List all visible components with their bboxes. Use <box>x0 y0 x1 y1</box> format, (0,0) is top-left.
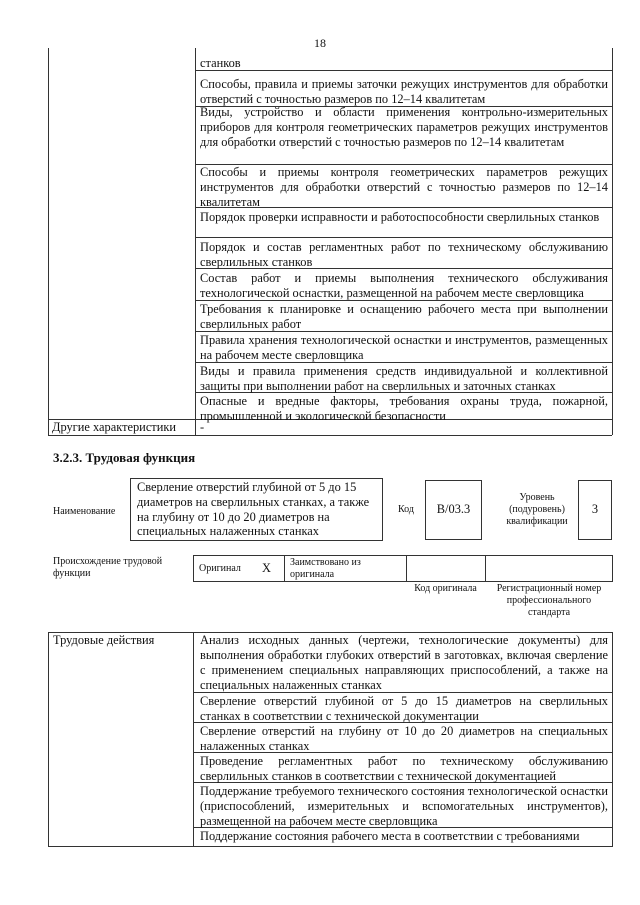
knowledge-item: Опасные и вредные факторы, требования охраны труда, пожарной, промышленной и экологической безопасности <box>200 394 608 423</box>
code-value: B/03.3 <box>436 502 471 516</box>
table-border-left <box>48 48 49 435</box>
action-item: Сверление отверстий глубиной от 5 до 15 диаметров на сверлильных станках в соответствии с технической документации <box>200 694 608 723</box>
action-item: Поддержание требуемого технического состояния технологической оснастки (приспособлений, измерительных и вспомогательных инструментов), размещенной на рабочем месте сверловщика <box>200 784 608 828</box>
code-label: Код <box>398 504 414 515</box>
actions-label: Трудовые действия <box>53 633 155 647</box>
table-border-right <box>612 48 613 435</box>
origin-code-label: Код оригинала <box>414 583 477 594</box>
origin-divider <box>406 555 407 582</box>
action-item: Анализ исходных данных (чертежи, технологические документы) для выполнения обработки глубоких отверстий в заготовках, включая сверление с применением специальных направляющих приспособлений, а также на специальных налаженных станках <box>200 633 608 692</box>
origin-label: Происхождение трудовой функции <box>53 556 163 579</box>
knowledge-item: Порядок и состав регламентных работ по техническому обслуживанию сверлильных станков <box>200 240 608 269</box>
other-characteristics-value: - <box>200 420 205 434</box>
original-mark: X <box>262 561 271 575</box>
action-item: Сверление отверстий на глубину от 10 до 20 диаметров на специальных налаженных станках <box>200 724 608 753</box>
origin-divider <box>284 555 285 582</box>
other-characteristics-label: Другие характеристики <box>52 420 177 434</box>
knowledge-item: Требования к планировке и оснащению рабочего места при выполнении сверлильных работ <box>200 302 608 331</box>
origin-box <box>193 555 613 582</box>
original-label: Оригинал <box>199 563 241 574</box>
section-heading: 3.2.3. Трудовая функция <box>53 450 196 465</box>
knowledge-item: Правила хранения технологической оснастки и инструментов, размещенных на рабочем месте сверловщика <box>200 333 608 362</box>
page-number: 18 <box>314 36 326 50</box>
reg-number-label: Регистрационный номер профессионального стандарта <box>496 583 602 618</box>
level-value: 3 <box>591 502 599 516</box>
knowledge-item: Состав работ и приемы выполнения технического обслуживания технологической оснастки, размещенной на рабочем месте сверловщика <box>200 271 608 300</box>
knowledge-item: Способы, правила и приемы заточки режущих инструментов для обработки отверстий с точностью размеров по 12–14 квалитетам <box>200 77 608 106</box>
table-border-bottom <box>48 846 612 847</box>
table-divider <box>193 632 194 847</box>
knowledge-item: Виды и правила применения средств индивидуальной и коллективной защиты при выполнении работ на сверлильных и заточных станках <box>200 364 608 393</box>
knowledge-item: станков <box>200 56 241 70</box>
row-divider <box>195 237 612 238</box>
table-border-left <box>48 632 49 847</box>
borrowed-label: Заимствовано из оригинала <box>290 557 361 580</box>
level-label: Уровень (подуровень) квалификации <box>506 492 568 527</box>
action-item: Поддержание состояния рабочего места в соответствии с требованиями <box>200 829 580 843</box>
knowledge-item: Порядок проверки исправности и работоспособности сверлильных станков <box>200 210 600 224</box>
knowledge-item: Виды, устройство и области применения контрольно-измерительных приборов для контроля геометрических параметров режущих инструментов для обработки отверстий с точностью размеров по 12–14 квалитетам <box>200 105 608 149</box>
action-item: Проведение регламентных работ по техническому обслуживанию сверлильных станков в соответствии с технической документацией <box>200 754 608 783</box>
name-value: Сверление отверстий глубиной от 5 до 15 диаметров на сверлильных станках, а также на глубину от 10 до 20 диаметров на специальных налаженных станках <box>137 480 370 539</box>
knowledge-item: Способы и приемы контроля геометрических параметров режущих инструментов для обработки отверстий с точностью размеров по 12–14 квалитетам <box>200 165 608 209</box>
table-border-bottom <box>48 435 612 436</box>
table-border-right <box>612 632 613 847</box>
origin-divider <box>485 555 486 582</box>
name-label: Наименование <box>53 506 116 517</box>
